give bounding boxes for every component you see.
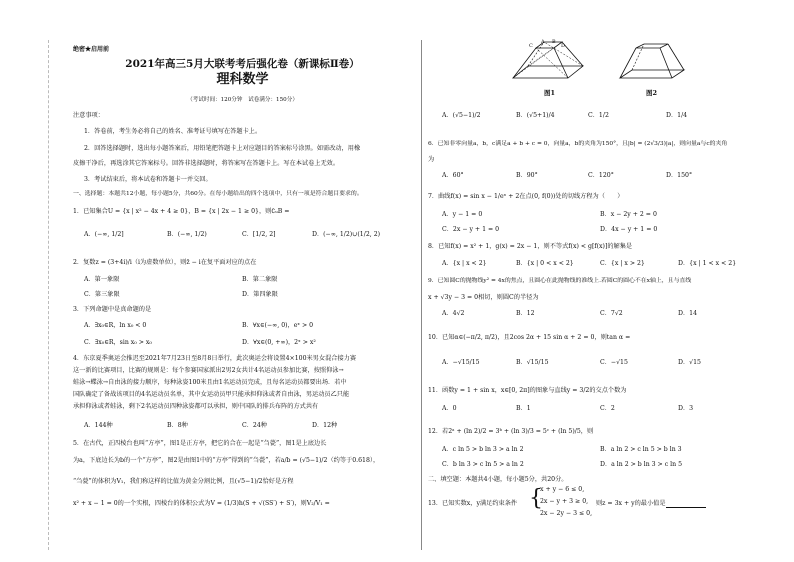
question-12: 12．若2ᵃ + (ln 2)/2 = 3ᵇ + (ln 3)/3 = 5ᶜ + (ln 5)/5，则 bbox=[428, 428, 594, 435]
subject-title: 理科数学 bbox=[216, 72, 269, 87]
option-a: A．∃x₀∈R，ln x₀ < 0 bbox=[84, 322, 147, 329]
vertex-label: D bbox=[561, 43, 566, 49]
option-c: C．−√15 bbox=[600, 359, 628, 366]
option-b: B．(√5+1)/4 bbox=[516, 112, 555, 119]
question-4-line: 国队确定了备战该项目的4名运动员名单，其中女运动员甲只能承担仰泳或者自由泳，男运动员乙只能 bbox=[73, 391, 350, 398]
constraint-3: 2x − 2y − 3 ≤ 0, bbox=[540, 510, 593, 517]
figure-2-caption: 图2 bbox=[646, 89, 658, 97]
question-11: 11．函数y = 1 + sin x，x∈[0, 2π]的图象与直线y = 3/2的交点个数为 bbox=[428, 387, 627, 394]
question-8: 8．已知f(x) = x² + 1，g(x) = 2x − 1，则不等式f(x) < g[f(x)]的解集是 bbox=[428, 243, 633, 250]
vertex-label: B bbox=[552, 39, 556, 45]
question-5-line: “刍甍”的体积为V₁，我们称这样的比值为黄金分割比例，且(√5−1)/2恰好是方程 bbox=[73, 478, 294, 485]
question-7: 7．曲线f(x) = sin x − 1/eˣ + 2在点(0, f(0))处的切线方程为（ ） bbox=[428, 193, 624, 200]
question-5-line: x² + x − 1 = 0的一个实根，四棱台的体积公式为V = (1/3)h(S + √(SS′) + S′)，则V₂/V₁ = bbox=[73, 500, 330, 507]
question-2: 2．复数z = (3+4i)/i（i为虚数单位），则z̄ − i在复平面对应的点在 bbox=[73, 259, 257, 266]
constraint-1: x + y − 6 ≤ 0, bbox=[540, 486, 585, 493]
option-b: B．√15/15 bbox=[516, 359, 549, 366]
option-b: B．∀x∈(−∞, 0)，eˣ > 0 bbox=[242, 322, 314, 329]
option-d: D．14 bbox=[678, 310, 698, 317]
option-b: B．a ln 2 > c ln 5 > b ln 3 bbox=[600, 446, 682, 453]
notice-item: 皮擦干净后，再选涂其它答案标号。回答非选择题时，将答案写在答题卡上。写在本试卷上无效。 bbox=[73, 160, 340, 167]
answer-blank bbox=[666, 500, 706, 508]
option-a: A．c ln 5 > b ln 3 > a ln 2 bbox=[442, 446, 524, 453]
option-d: D．a ln 2 > b ln 3 > c ln 5 bbox=[600, 461, 683, 468]
binding-margin bbox=[8, 40, 49, 550]
option-c: C．2x − y + 1 = 0 bbox=[442, 226, 500, 233]
option-b: B．90° bbox=[516, 172, 538, 179]
question-4-line: 承担仰泳或者蛙泳，剩下2名运动员四种泳姿都可以承担，则中国队的排兵布阵的方式共有 bbox=[73, 403, 319, 410]
question-13-suffix-text: 则z = 3x + y的最小值是 bbox=[596, 500, 666, 507]
option-c: C．1/2 bbox=[588, 112, 609, 119]
question-6-line: 6．已知非零向量a，b，c满足a + b + c = 0，向量a，b的夹角为150°，且|b| = (2√3/3)|a|，则向量a与c的夹角 bbox=[428, 141, 728, 147]
option-b: B．{x | 0 < x < 2} bbox=[516, 260, 574, 267]
option-a: A．(√5−1)/2 bbox=[442, 112, 481, 119]
option-d: D．第四象限 bbox=[242, 291, 278, 298]
left-column bbox=[70, 0, 415, 562]
option-c: C．7√2 bbox=[600, 310, 623, 317]
option-d: D．√15 bbox=[678, 359, 701, 366]
option-d: D．4x − y + 1 = 0 bbox=[600, 226, 658, 233]
question-1: 1．已知集合U = {x | x² − 4x + 4 ≥ 0}，B = {x | 2x − 1 ≥ 0}，则∁ᵤB = bbox=[73, 208, 290, 215]
option-c: C．第三象限 bbox=[84, 291, 120, 298]
system-brace: { bbox=[529, 486, 543, 511]
notice-item: 3．考试结束后，将本试卷和答题卡一并交回。 bbox=[84, 176, 212, 183]
right-column bbox=[428, 0, 773, 562]
option-a: A．4√2 bbox=[442, 310, 465, 317]
vertex-label: C bbox=[529, 43, 533, 49]
option-c: C．∃x₀∈R，sin x₀ > x₀ bbox=[84, 339, 152, 346]
option-c: C．120° bbox=[588, 172, 614, 179]
option-a: A．144种 bbox=[84, 422, 113, 429]
option-a: A．y − 1 = 0 bbox=[442, 211, 483, 218]
option-c: C．b ln 3 > c ln 5 > a ln 2 bbox=[442, 461, 524, 468]
figure-1-pyramid bbox=[508, 38, 588, 88]
option-b: B．8种 bbox=[167, 422, 188, 429]
option-b: B．x − 2y + 2 = 0 bbox=[600, 211, 657, 218]
exam-meta: （考试时间：120分钟 试卷满分：150分） bbox=[187, 97, 298, 103]
option-d: D．12种 bbox=[312, 422, 338, 429]
question-10: 10．已知α∈(−π/2, π/2)，且2cos 2α + 15 sin α + 2 = 0，则tan α = bbox=[428, 334, 631, 341]
question-4-line: 这一新的比赛项目，比赛的规则是：每个参赛国家派出2男2女共计4名运动员参加比赛，按照仰泳→ bbox=[73, 367, 344, 374]
confidential-mark: 绝密★启用前 bbox=[73, 46, 110, 53]
notice-heading: 注意事项： bbox=[73, 112, 104, 119]
exam-title: 2021年高三5月大联考考后强化卷（新课标Ⅱ卷） bbox=[125, 58, 360, 70]
question-5-line: 5．在古代，正四棱台也叫“方亭”，图1是正方亭，把它的合在一起是“刍甍”，图1是上底边长 bbox=[73, 440, 327, 447]
question-13-suffix bbox=[596, 500, 706, 508]
option-a: A．第一象限 bbox=[84, 276, 120, 283]
notice-item: 2．回答选择题时，选出每小题答案后，用铅笔把答题卡上对应题目的答案标号涂黑。如需改动，用橡 bbox=[84, 145, 361, 152]
option-b: B．1 bbox=[516, 405, 531, 412]
option-d: D．3 bbox=[678, 405, 694, 412]
section-heading: 二、填空题：本题共4小题，每小题5分，共20分。 bbox=[428, 476, 568, 483]
option-a: A．0 bbox=[442, 405, 457, 412]
option-d: D．(−∞, 1/2)∪(1/2, 2) bbox=[312, 231, 381, 238]
option-d: D．1/4 bbox=[666, 112, 688, 119]
question-4-line: 蛙泳→蝶泳→自由泳的接力顺序，每种泳姿100米且由1名运动员完成，且每名运动员都要出场．若中 bbox=[73, 379, 347, 386]
option-a: A．60° bbox=[442, 172, 464, 179]
option-c: C．24种 bbox=[242, 422, 267, 429]
question-6-line: 为 bbox=[428, 156, 435, 163]
notice-item: 1．答卷前，考生务必将自己的姓名、准考证号填写在答题卡上。 bbox=[84, 128, 262, 135]
option-b: B．第二象限 bbox=[242, 276, 278, 283]
option-d: D．150° bbox=[666, 172, 693, 179]
option-a: A．−√15/15 bbox=[442, 359, 480, 366]
figure-1-caption: 图1 bbox=[544, 89, 556, 97]
question-9-line: x + √3y − 3 = 0相切，则圆C的半径为 bbox=[428, 294, 539, 301]
option-b: B．12 bbox=[516, 310, 535, 317]
option-c: C．2 bbox=[600, 405, 615, 412]
constraint-2: 2x − y + 3 ≥ 0, bbox=[540, 498, 589, 505]
option-c: C．[1/2, 2] bbox=[242, 231, 276, 238]
question-13-prefix: 13．已知实数x，y满足约束条件 bbox=[428, 500, 518, 507]
option-d: D．∀x∈(0, +∞)，2ˣ > x² bbox=[242, 339, 316, 346]
option-c: C．{x | x > 2} bbox=[600, 260, 645, 267]
figure-2-frustum bbox=[616, 42, 688, 84]
question-5-line: 为a，下底边长为b的一个“方亭”，图2是由图1中的“方亭”得到的“刍甍”，若a/b = (√5−1)/2（约等于0.618）， bbox=[73, 457, 380, 464]
question-4-line: 4．东京夏季奥运会推迟至2021年7月23日至8月8日举行，此次奥运会将设置4×100米男女混合接力赛 bbox=[73, 355, 357, 362]
section-heading: 一、选择题：本题共12小题，每小题5分，共60分。在每小题给出的四个选项中，只有一项是符合题目要求的。 bbox=[73, 191, 363, 197]
column-divider bbox=[421, 40, 422, 550]
question-3: 3．下列命题中是真命题的是 bbox=[73, 306, 152, 313]
option-a: A．(−∞, 1/2] bbox=[84, 231, 124, 238]
option-b: B．(−∞, 1/2) bbox=[167, 231, 207, 238]
question-9-line: 9．已知圆C的抛物线y² = 4x的焦点，且圆心在此抛物线的准线上.若圆C的圆心不在x轴上，且与直线 bbox=[428, 278, 692, 284]
option-d: D．{x | 1 < x < 2} bbox=[678, 260, 737, 267]
vertex-label: A bbox=[541, 39, 545, 45]
option-a: A．{x | x < 2} bbox=[442, 260, 487, 267]
